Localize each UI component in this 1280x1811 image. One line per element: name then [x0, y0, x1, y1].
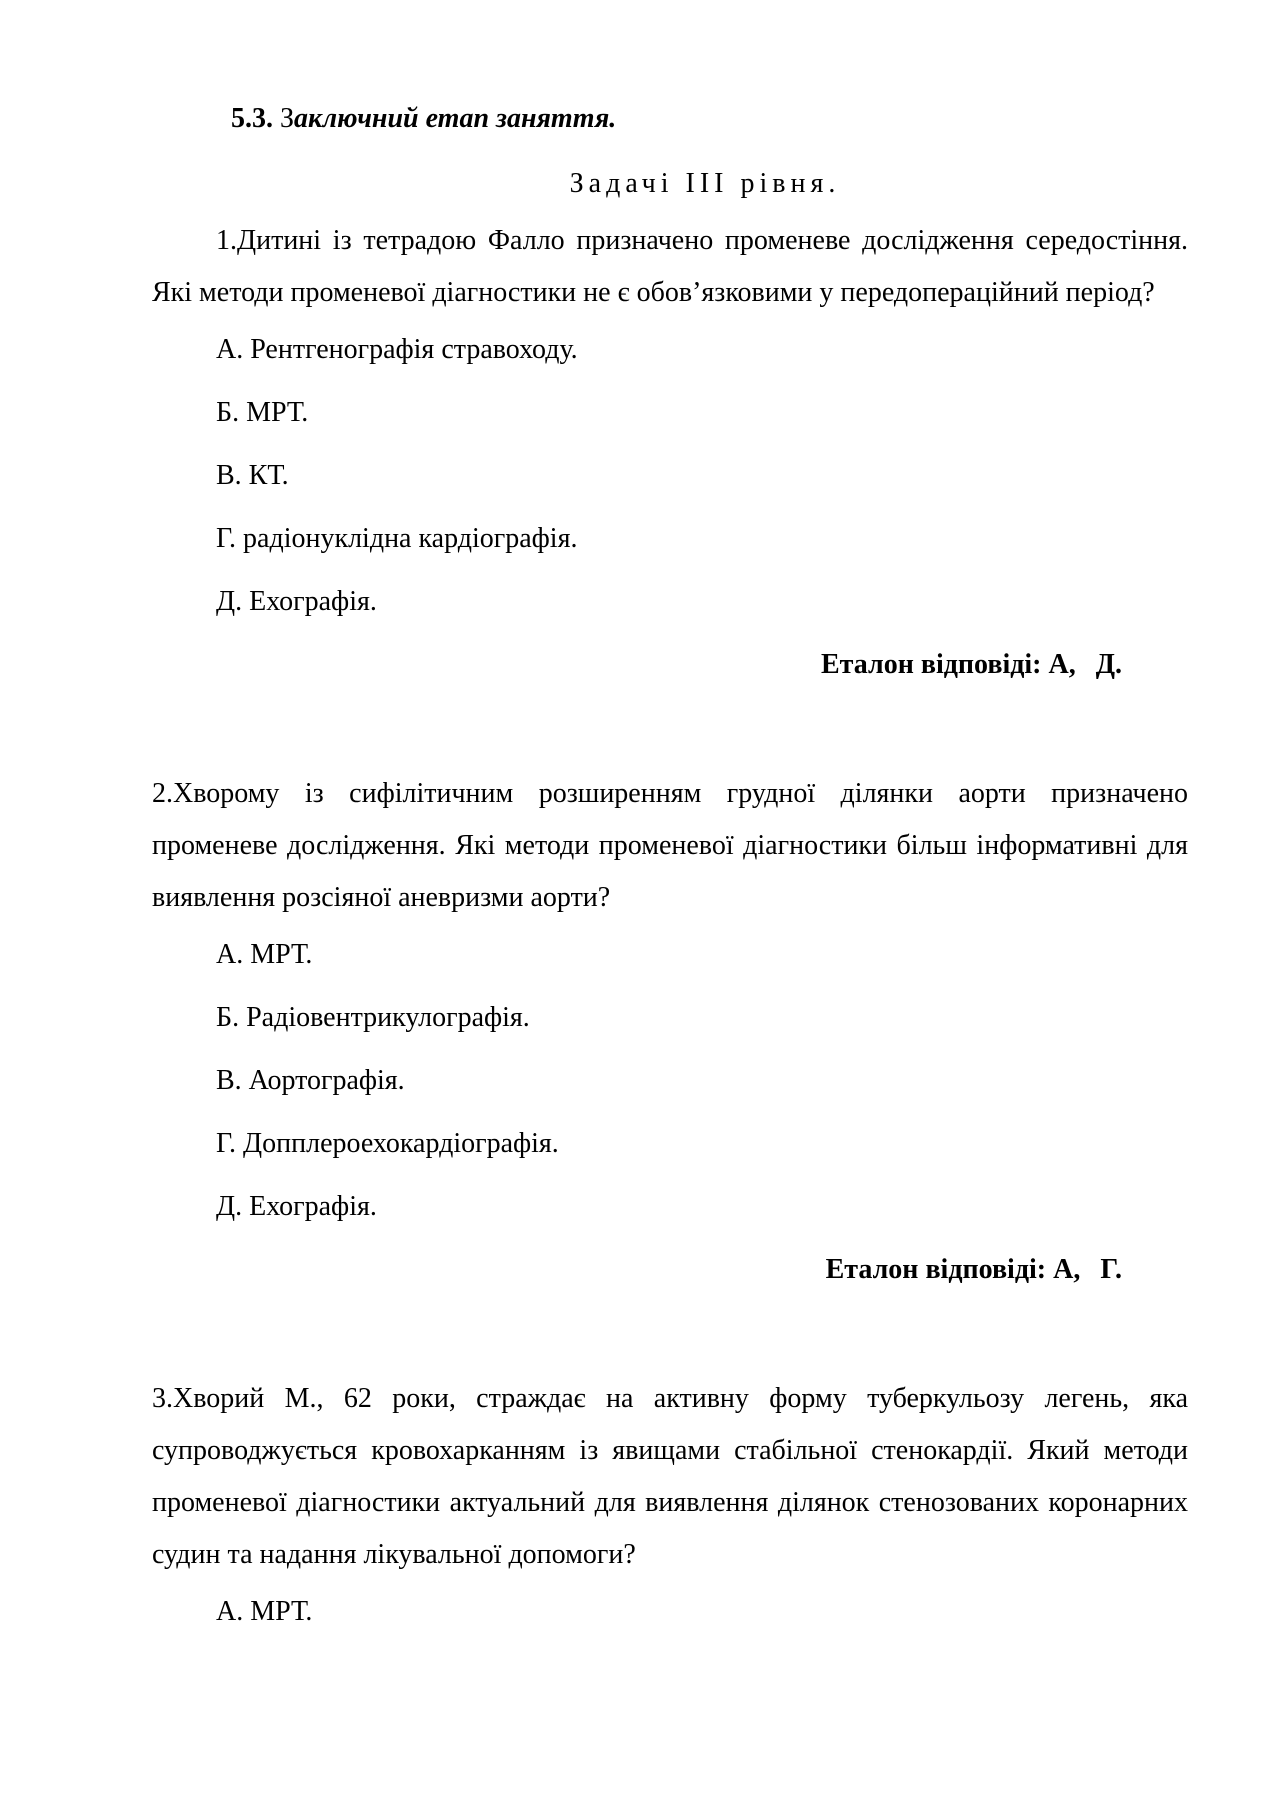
section-title-prefix: З [280, 103, 295, 134]
task-2-option-d: Г. Допплероехокардіографія. [216, 1128, 559, 1159]
task-2-option-a: А. МРТ. [216, 939, 313, 970]
tasks-level-heading: Задачі III рівня. [569, 168, 841, 199]
task-2-options [152, 934, 1188, 1249]
task-3-options [152, 1591, 1188, 1654]
task-2-option-c: В. Аортографія. [216, 1065, 405, 1096]
answer-label: Еталон відповіді: [825, 1254, 1047, 1285]
task-3-question: 3.Хворий М., 62 роки, страждає на активну форму туберкульозу легень, яка супроводжується кровохарканням із явищами стабільної стенокардії. Який методи променевої діагностики актуальний для виявлення ділянок стенозованих коронарних судин та надання лікувальної допомоги? [152, 1383, 1188, 1570]
task-2 [152, 768, 1188, 1291]
task-2-option-b: Б. Радіовентрикулографія. [216, 1002, 530, 1033]
task-2-option-e: Д. Ехографія. [216, 1191, 377, 1222]
section-title: аключний етап заняття. [294, 103, 617, 134]
answer-second: Г. [1100, 1254, 1122, 1285]
task-1-options [152, 329, 1188, 644]
task-1-option-e: Д. Ехографія. [216, 586, 377, 617]
task-2-question: 2.Хворому із сифілітичним розширенням грудної ділянки аорти призначено променеве дослідження. Які методи променевої діагностики більш інформативні для виявлення розсіяної аневризми аорти? [152, 778, 1188, 913]
task-3 [152, 1373, 1188, 1654]
answer-second: Д. [1095, 649, 1122, 680]
document-page [152, 98, 1188, 1654]
section-heading [231, 98, 1188, 140]
section-number: 5.3. [231, 103, 273, 134]
task-1-option-d: Г. радіонуклідна кардіографія. [216, 523, 578, 554]
task-3-option-a: А. МРТ. [216, 1596, 313, 1627]
answer-first: А, [1048, 649, 1076, 680]
answer-first: А, [1053, 1254, 1081, 1285]
task-2-answer [152, 1249, 1188, 1291]
task-1-option-c: В. КТ. [216, 460, 289, 491]
task-1 [152, 215, 1188, 686]
task-1-answer [152, 644, 1188, 686]
task-1-option-b: Б. МРТ. [216, 397, 309, 428]
task-1-question: 1.Дитині із тетрадою Фалло призначено променеве дослідження середостіння. Які методи променевої діагностики не є обов’язковими у передопераційний період? [152, 225, 1188, 308]
answer-label: Еталон відповіді: [820, 649, 1042, 680]
task-1-option-a: А. Рентгенографія стравоходу. [216, 334, 578, 365]
